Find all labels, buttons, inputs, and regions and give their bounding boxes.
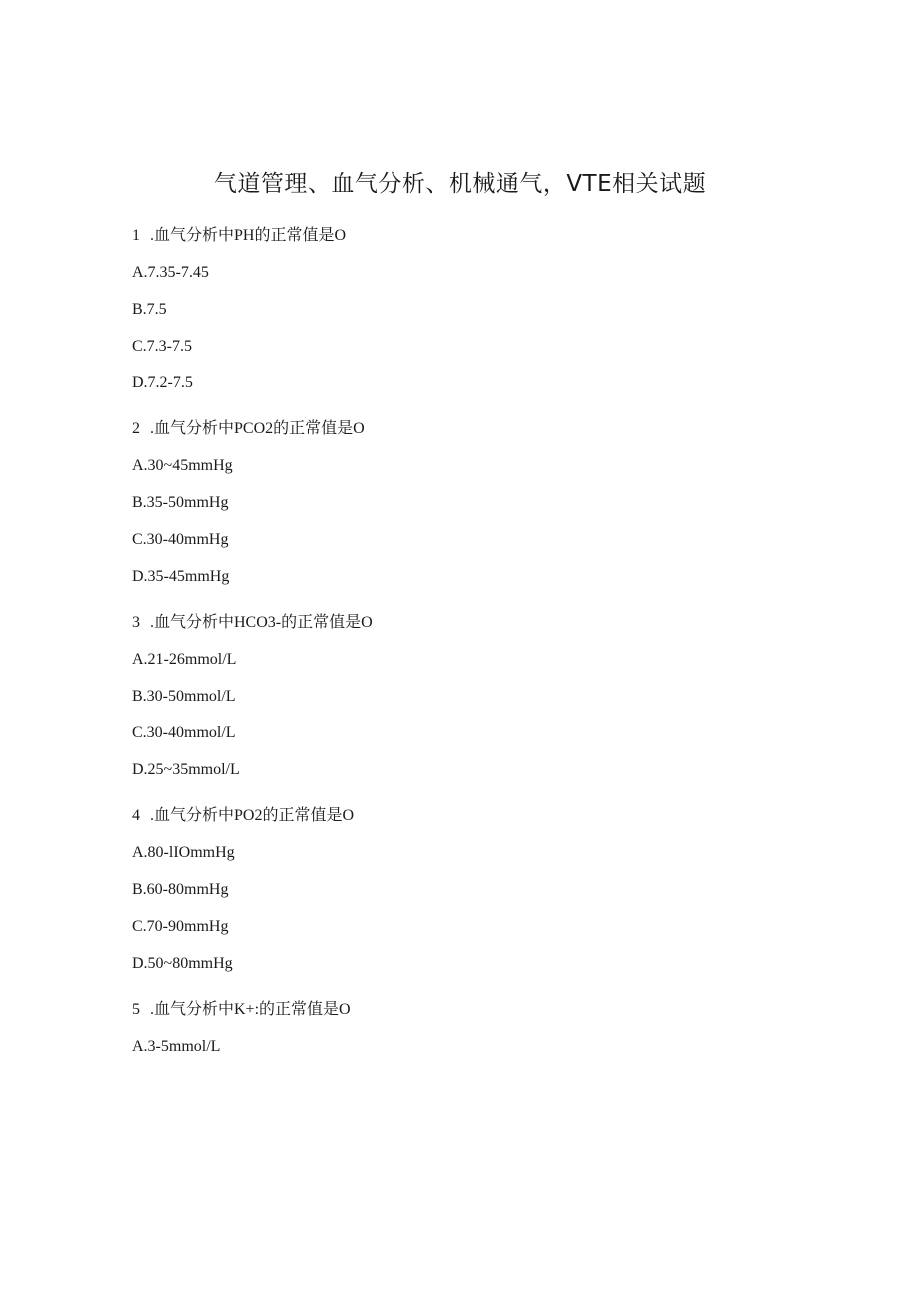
answer-option: D.50~80mmHg (132, 954, 233, 972)
answer-option: A.7.35-7.45 (132, 264, 209, 281)
answer-option: A.21-26mmol/L (132, 650, 237, 668)
question-text: .血气分析中PH的正常值是O (150, 227, 347, 244)
question-list (132, 224, 832, 1081)
question-stem (132, 417, 832, 441)
answer-option: A.3-5mmol/L (132, 1037, 221, 1055)
question-stem (132, 804, 832, 828)
answer-option: B.30-50mmol/L (132, 687, 236, 705)
answer-option: D.35-45mmHg (132, 567, 230, 585)
question-item (132, 224, 832, 395)
question-item (132, 998, 832, 1059)
answer-option: B.7.5 (132, 300, 167, 318)
answer-option: C.7.3-7.5 (132, 337, 192, 355)
question-number: 2 (132, 420, 140, 438)
answer-option: C.30-40mmol/L (132, 724, 236, 742)
answer-option: B.60-80mmHg (132, 880, 229, 898)
question-item (132, 417, 832, 588)
answer-option: D.25~35mmol/L (132, 761, 240, 779)
question-item (132, 804, 832, 975)
question-text: .血气分析中PCO2的正常值是O (150, 420, 365, 438)
document-title: 气道管理、血气分析、机械通气，VTE相关试题 (213, 171, 707, 197)
question-number: 5 (132, 1000, 140, 1018)
question-number: 3 (132, 613, 140, 631)
answer-option: B.35-50mmHg (132, 494, 229, 512)
question-text: .血气分析中HCO3-的正常值是O (150, 613, 373, 631)
question-number: 1 (132, 227, 140, 244)
answer-option: A.30~45mmHg (132, 457, 233, 475)
question-item (132, 611, 832, 782)
question-text: .血气分析中K+:的正常值是O (150, 1000, 351, 1018)
question-text: .血气分析中PO2的正常值是O (150, 807, 355, 825)
answer-option: C.70-90mmHg (132, 917, 229, 935)
question-stem (132, 998, 832, 1022)
question-stem (132, 224, 832, 248)
question-number: 4 (132, 807, 140, 825)
question-stem (132, 611, 832, 635)
answer-option: C.30-40mmHg (132, 530, 229, 548)
answer-option: D.7.2-7.5 (132, 374, 193, 392)
answer-option: A.80-lIOmmHg (132, 844, 235, 862)
